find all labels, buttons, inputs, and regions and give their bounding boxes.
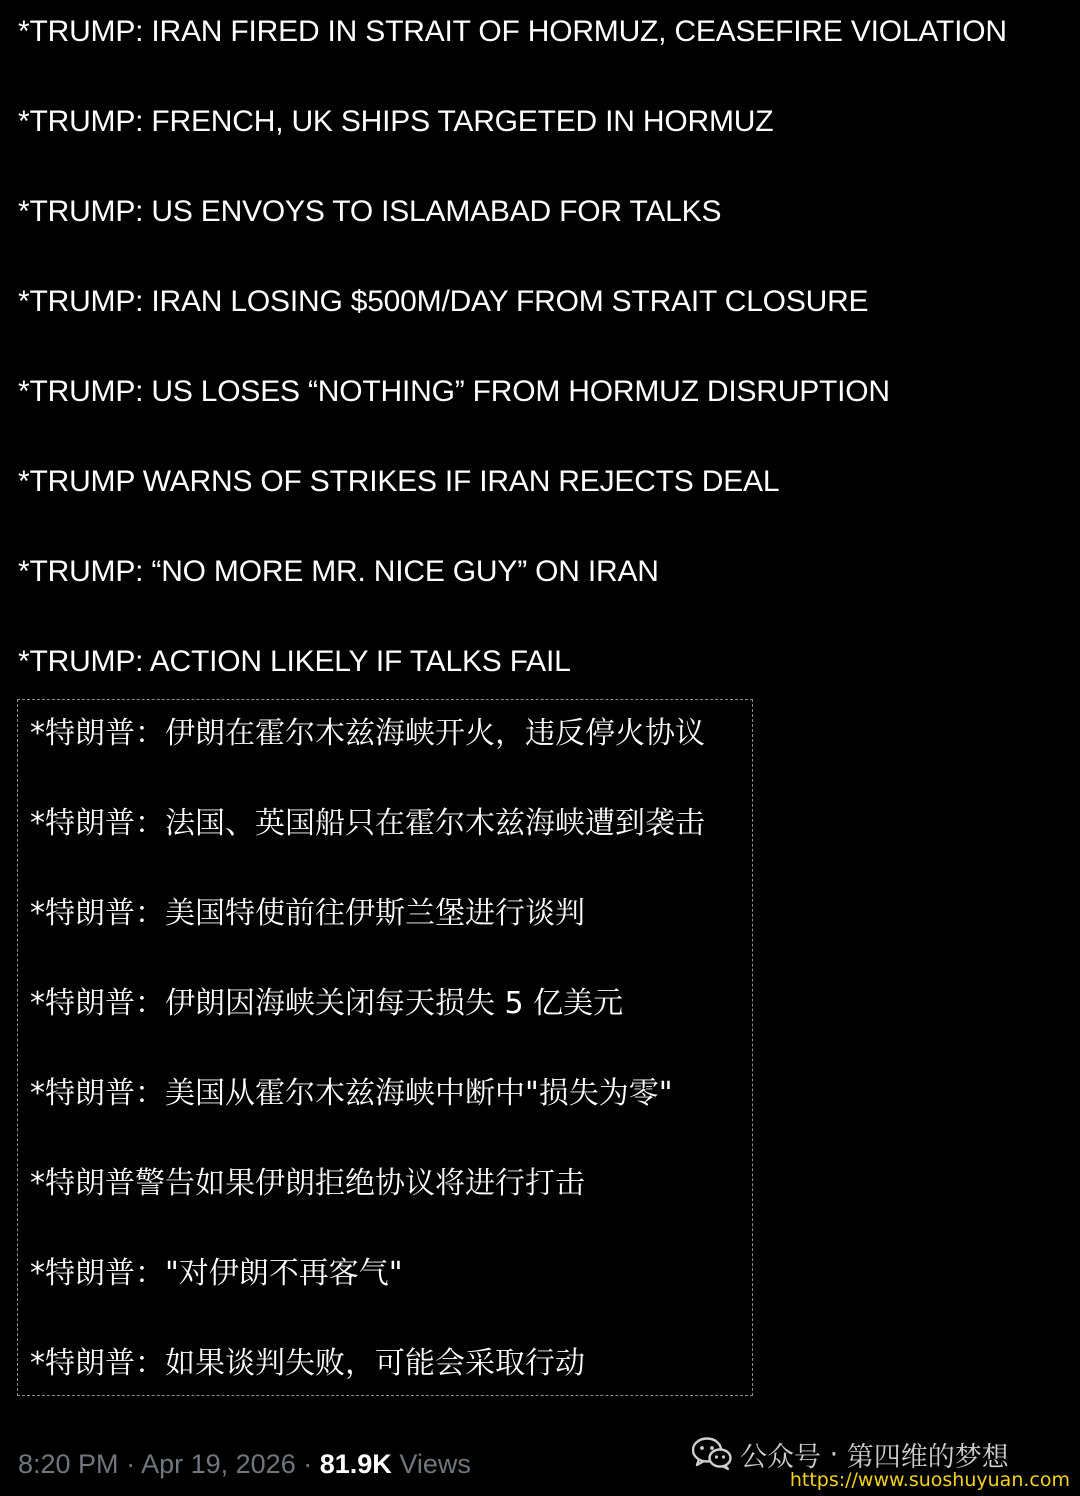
post-metadata bbox=[18, 1446, 471, 1482]
headline-line: *TRUMP: ACTION LIKELY IF TALKS FAIL bbox=[18, 645, 571, 678]
watermark-account-name: 第四维的梦想 bbox=[846, 1441, 1009, 1473]
wechat-icon bbox=[692, 1437, 732, 1471]
post-time[interactable]: 8:20 PM bbox=[18, 1449, 119, 1479]
translated-line: *特朗普：伊朗因海峡关闭每天损失 5 亿美元 bbox=[30, 986, 624, 1021]
headline-line: *TRUMP: “NO MORE MR. NICE GUY” ON IRAN bbox=[18, 555, 659, 588]
headline-line: *TRUMP: IRAN LOSING $500M/DAY FROM STRAIT CLOSURE bbox=[18, 285, 869, 318]
post-date[interactable]: Apr 19, 2026 bbox=[141, 1449, 296, 1479]
translated-line: *特朗普：伊朗在霍尔木兹海峡开火，违反停火协议 bbox=[30, 716, 705, 751]
views-count[interactable]: 81.9K bbox=[319, 1449, 392, 1479]
chinese-translation-box bbox=[17, 699, 753, 1396]
watermark-separator: · bbox=[829, 1438, 839, 1470]
headline-line: *TRUMP: US ENVOYS TO ISLAMABAD FOR TALKS bbox=[18, 195, 722, 228]
watermark-url: https://www.suoshuyuan.com bbox=[789, 1469, 1070, 1491]
translated-line: *特朗普：如果谈判失败，可能会采取行动 bbox=[30, 1346, 585, 1381]
headline-line: *TRUMP: IRAN FIRED IN STRAIT OF HORMUZ, CEASEFIRE VIOLATION bbox=[18, 15, 1007, 48]
headline-line: *TRUMP WARNS OF STRIKES IF IRAN REJECTS DEAL bbox=[18, 465, 780, 498]
watermark-account-label: 公众号 bbox=[740, 1441, 821, 1473]
translated-line: *特朗普：法国、英国船只在霍尔木兹海峡遭到袭击 bbox=[30, 806, 705, 841]
translated-line: *特朗普："对伊朗不再客气" bbox=[30, 1256, 403, 1291]
views-label[interactable]: Views bbox=[399, 1449, 471, 1479]
english-headline-list bbox=[18, 12, 1068, 682]
translated-line: *特朗普：美国从霍尔木兹海峡中断中"损失为零" bbox=[30, 1076, 673, 1111]
translated-line: *特朗普警告如果伊朗拒绝协议将进行打击 bbox=[30, 1166, 585, 1201]
meta-separator: · bbox=[303, 1449, 313, 1479]
headline-line: *TRUMP: FRENCH, UK SHIPS TARGETED IN HORMUZ bbox=[18, 105, 774, 138]
chinese-headline-list bbox=[30, 714, 705, 1384]
translated-line: *特朗普：美国特使前往伊斯兰堡进行谈判 bbox=[30, 896, 585, 931]
meta-separator: · bbox=[126, 1449, 136, 1479]
headline-line: *TRUMP: US LOSES “NOTHING” FROM HORMUZ DISRUPTION bbox=[18, 375, 890, 408]
